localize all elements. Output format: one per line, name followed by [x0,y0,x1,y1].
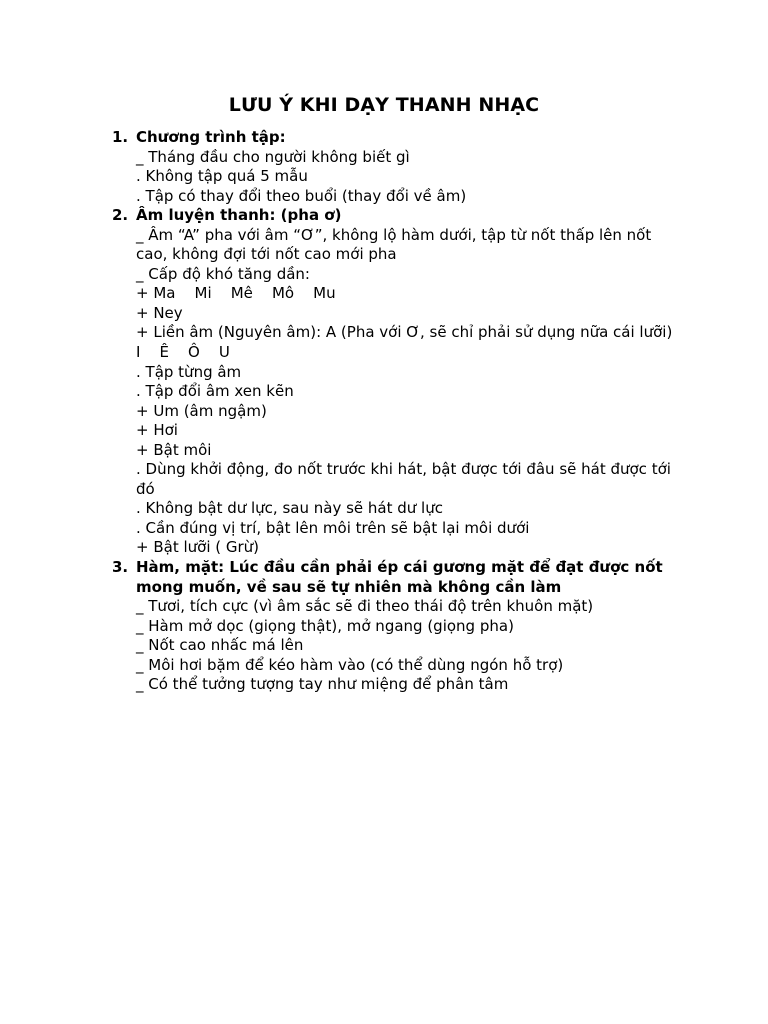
text-line: _ Cấp độ khó tăng dần: [136,264,310,283]
text-line: + Um (âm ngậm) [136,401,267,420]
text-line: + Bật môi [136,440,212,459]
text-line: . Dùng khởi động, đo nốt trước khi hát, bật được tới đâu sẽ hát được tới đó [136,460,676,498]
text-line: I Ê Ô U [136,343,230,362]
text-line: + Bật lưỡi ( Grừ) [136,538,260,557]
section-3-heading [112,558,682,597]
text-line: _ Tháng đầu cho người không biết gì [136,147,410,166]
text-line: + Liền âm (Nguyên âm): A (Pha với Ơ, sẽ chỉ phải sử dụng nữa cái lưỡi) [136,323,673,342]
section-number: 2. [112,206,129,225]
text-line: _ Nốt cao nhấc má lên [136,636,304,655]
text-line: . Cần đúng vị trí, bật lên môi trên sẽ bật lại môi dưới [136,518,530,537]
text-line: . Tập đổi âm xen kẽn [136,382,294,401]
text-line: + Ma Mi Mê Mô Mu [136,284,336,303]
text-line: _ Môi hơi bặm để kéo hàm vào (có thể dùng ngón hỗ trợ) [136,655,564,674]
document-body [112,128,682,695]
text-line: _ Có thể tưởng tượng tay như miệng để phân tâm [136,675,509,694]
section-number: 1. [112,128,129,146]
text-line: . Tập từng âm [136,362,242,381]
text-line: + Ney [136,303,183,322]
text-line: _ Tươi, tích cực (vì âm sắc sẽ đi theo thái độ trên khuôn mặt) [136,597,594,616]
text-line: _ Âm “A” pha với âm “Ơ”, không lộ hàm dưới, tập từ nốt thấp lên nốt cao, không đợi tới nốt cao mới pha [136,225,657,264]
section-1-heading [112,128,682,148]
section-title: Chương trình tập: [136,128,286,146]
document-title: LƯU Ý KHI DẠY THANH NHẠC [228,94,540,116]
section-title: Âm luyện thanh: (pha ơ) [136,206,342,225]
text-line: . Tập có thay đổi theo buổi (thay đổi về âm) [136,186,467,205]
text-line: + Hơi [136,421,178,440]
text-line: _ Hàm mở dọc (giọng thật), mở ngang (giọng pha) [136,616,514,635]
text-line: . Không tập quá 5 mẫu [136,167,308,186]
text-line: . Không bật dư lực, sau này sẽ hát dư lực [136,499,443,518]
section-title: Hàm, mặt: Lúc đầu cần phải ép cái gương mặt để đạt được nốt mong muốn, về sau sẽ tự nhiên mà không cần làm [136,558,663,596]
section-number: 3. [112,558,129,577]
section-2-heading [112,206,682,226]
